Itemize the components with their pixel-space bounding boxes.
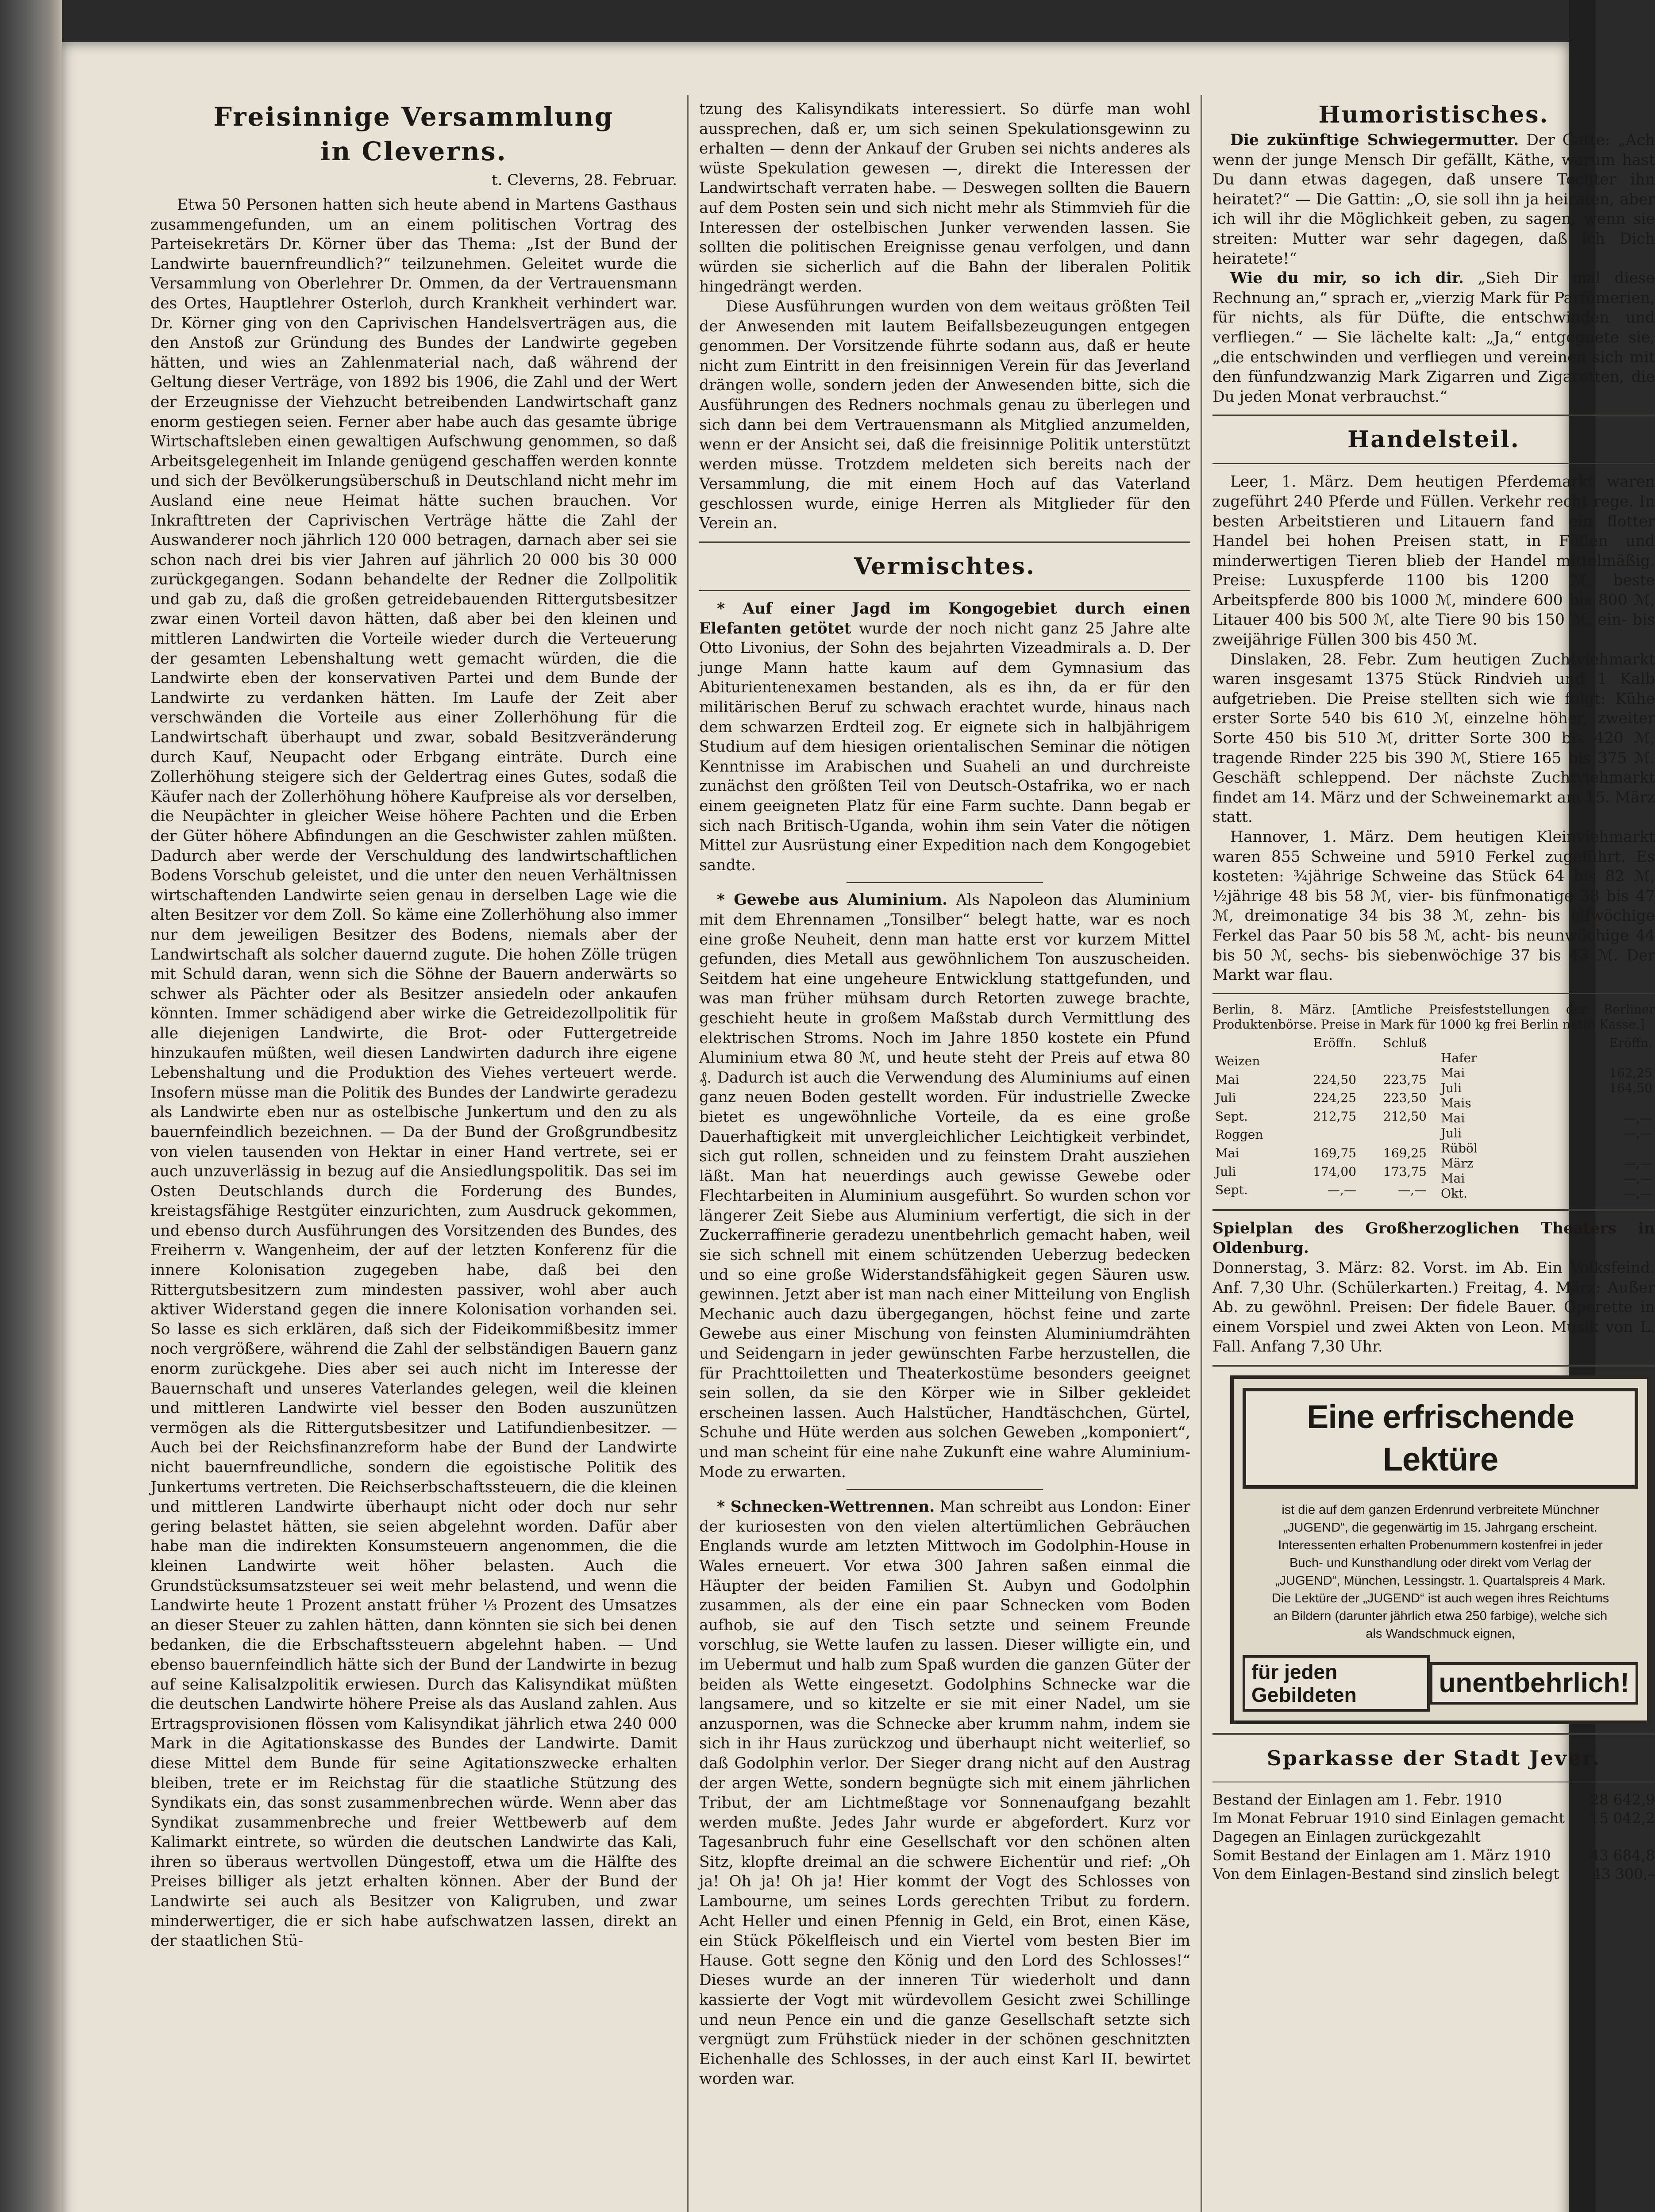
bank-value: 28 642,9 (1590, 1790, 1655, 1808)
price-value (1539, 1096, 1655, 1111)
advertisement-jugend (1230, 1375, 1651, 1724)
price-value: —,— (1624, 1125, 1652, 1141)
column-rule (1201, 95, 1202, 2212)
price-value: 162,25 (1609, 1065, 1652, 1080)
price-table-header: Berlin, 8. März. [Amtliche Preisfeststellungen der Berliner Produktenbörse. Preise in Mark für 1000 kg frei Berlin netto Kasse.] (1212, 1002, 1655, 1032)
bank-row (1212, 1809, 1655, 1828)
news-item-lead: * Auf einer Jagd im Kongogebiet durch einen Elefanten getötet (699, 600, 1190, 637)
price-value: —,— (1624, 1110, 1652, 1125)
section-rule (1212, 415, 1655, 416)
section-rule (1212, 993, 1655, 994)
price-label: Weizen (1215, 1054, 1260, 1069)
price-value: —,— (1624, 1171, 1652, 1186)
col-header: Eröffn. (1609, 1035, 1652, 1050)
price-tables (1212, 1036, 1655, 1201)
price-value: —,— (1624, 1156, 1652, 1171)
theater-title: Spielplan des Großherzoglichen Theaters in Oldenburg. (1212, 1219, 1655, 1257)
col-header: Eröffn. (1313, 1035, 1357, 1050)
bank-row (1212, 1790, 1655, 1809)
section-rule (1212, 1733, 1655, 1735)
price-label: Juli (1215, 1091, 1236, 1106)
ad-slogan-left: für jeden Gebildeten (1243, 1655, 1430, 1712)
bank-label: Somit Bestand der Einlagen am 1. März 1910 (1212, 1846, 1551, 1864)
price-value (1359, 1054, 1429, 1072)
price-label: Hafer (1441, 1050, 1477, 1065)
humor-item-text: „Sieh Dir mal diese Rechnung an,“ sprach er, „vierzig Mark für Parfümerien, für nichts, als für Düfte, die entschwinden und verfliegen.“ — Sie lächelte kalt: „Ja,“ entgegnete sie, „die entschwinden und verfliegen und vereinen sich mit den fünfundzwanzig Mark Zigarren und Zigaretten, die Du jeden Monat verbrauchst.“ (1212, 269, 1655, 406)
price-table-right (1438, 1036, 1655, 1201)
section-title-sparkasse: Sparkasse der Stadt Jever. (1266, 1746, 1601, 1770)
price-value: 212,50 (1383, 1109, 1427, 1124)
bank-row (1212, 1865, 1655, 1883)
humor-item-text: Der Gatte: „Ach wenn der junge Mensch Dir gefällt, Käthe, warum hast Du dann etwas dagegen, daß unsere Tochter ihn heiratet?“ — Die Gattin: „O, sie soll ihn ja heiraten, aber ich will ihr die Möglichkeit geben, zu sagen, wenn sie streiten: Mutter war sehr dagegen, daß ich Dich heiratete!“ (1212, 131, 1655, 268)
bank-value: 43 300,– (1592, 1865, 1655, 1882)
column-3 (1212, 100, 1655, 2212)
market-report: Hannover, 1. März. Dem heutigen Kleinviehmarkt waren 855 Schweine und 5910 Ferkel zugeführt. Es kosteten: ¾jährige Schweine das Stück 64 bis 82 ℳ, ½jährige 48 bis 58 ℳ, vier- bis fünfmonatige 38 bis 47 ℳ, dreimonatige 34 bis 38 ℳ, zehn- bis elfwöchige Ferkel das Paar 50 bis 58 ℳ, acht- bis neunwöchige 44 bis 50 ℳ, sechs- bis siebenwöchige 37 bis 43 ℳ. Der Markt war flau. (1212, 828, 1655, 984)
price-label: Sept. (1215, 1109, 1248, 1124)
price-value: 223,50 (1383, 1091, 1427, 1106)
ad-slogan-right: unentbehrlich! (1430, 1662, 1638, 1705)
col-header: Schluß (1383, 1035, 1427, 1050)
price-value: 174,00 (1313, 1164, 1357, 1179)
price-value: —,— (1624, 1186, 1652, 1201)
news-item-text: Als Napoleon das Aluminium mit dem Ehrennamen „Tonsilber“ belegt hatte, war es noch eine große Neuheit, denn man hatte erst vor kurzem Mittel gefunden, dies Metall aus gewöhnlichem Ton auszuscheiden. Seitdem hat eine ungeheure Entwicklung stattgefunden, und was man früher mühsam durch Retorten zuwege brachte, geschieht heute in großem Maßstab durch Vermittlung des elektrischen Stroms. Noch im Jahre 1850 kostete ein Pfund Aluminium etwa 80 ℳ, und heute steht der Preis auf etwa 80 ₰. Dadurch ist auch die Verwendung des Aluminiums auf einen ganz neuen Boden gestellt worden. Für industrielle Zwecke bietet es ungewöhnliche Vorteile, da es eine große Dauerhaftigkeit mit unvergleichlicher Leichtigkeit verbindet, sich gut rollen, schneiden und zu feinstem Draht ausziehen läßt. Man hat neuerdings auch gewisse Gewebe oder Flechtarbeiten in Aluminium ausgeführt. So wurden schon vor längerer Zeit Siebe aus Aluminium verfertigt, die sich in der Zuckerraffinerie geradezu unentbehrlich gemacht haben, weil sie sich schnell mit einem schützenden Ueberzug bedecken und so eine große Widerstandsfähigkeit gegen Säuren usw. gewinnen. Jetzt aber ist man nach einer Mitteilung von English Mechanic auch dazu übergegangen, höchst feine und zarte Gewebe aus einer Mischung von feinsten Aluminiumdrähten und Seidengarn in jeder gewünschten Farbe herzustellen, die für Prachttoiletten und Theaterkostüme besonders geeignet sein sollen, da sie den Körper wie in Silber gekleidet erscheinen lassen. Auch Halstücher, Handtäschchen, Gürtel, Schuhe und Hüte werden aus solchen Geweben „komponiert“, und man scheint für eine nahe Zukunft eine wahre Aluminium-Mode zu erwarten. (699, 891, 1190, 1481)
news-item (699, 890, 1190, 1482)
price-label: Mai (1441, 1171, 1465, 1186)
price-value: 164,50 (1609, 1080, 1652, 1095)
price-label: Mai (1441, 1065, 1465, 1080)
ad-text: ist die auf dem ganzen Erdenrund verbreitete Münchner „JUGEND“, die gegenwärtig im 15. Jahrgang erscheint. Interessenten erhalten Probenummern kostenfrei in jeder Buch- und Kunsthandlung oder direkt vom Verlag der „JUGEND“, München, Lessingstr. 1. Quartalspreis 4 Mark. Die Lektüre der „JUGEND“ ist auch wegen ihres Reichtums an Bildern (darunter jährlich etwa 250 farbige), welche sich als Wandschmuck eignen, (1271, 1502, 1609, 1641)
article-continuation: tzung des Kalisyndikats interessiert. So dürfe man wohl aussprechen, daß er, um sich seinen Spekulationsgewinn zu erhalten — denn der Ankauf der Gruben sei nichts anderes als wüste Spekulation gewesen —, direkt die Interessen der Landwirtschaft verraten habe. — Deswegen sollten die Bauern auf dem Posten sein und sich nicht mehr als Stimmvieh für die Interessen der ostelbischen Junker verwenden lassen. Sie sollten die politischen Ereignisse genau verfolgen, und dann würden sie sicherlich auf die Bahn der liberalen Politik hingedrängt werden. (699, 100, 1190, 296)
price-value (1539, 1141, 1655, 1156)
news-item-text: Man schreibt aus London: Einer der kuriosesten von den vielen altertümlichen Gebräuchen Englands wurde am letzten Mittwoch im Godolphin-House in Wales erneuert. Vor etwa 300 Jahren saßen einmal die Häupter der beiden Familien St. Aubyn und Godolphin zusammen, als der eine ein paar Schnecken vom Boden aufhob, sie auf den Tisch setzte und seinem Freunde vorschlug, sie Wette laufen zu lassen. Dieser willigte ein, und im Uebermut und halb zum Spaß wurden die ganzen Güter der beiden als Wette eingesetzt. Godolphins Schnecke war die langsamere, und so kitzelte er sie mit einer Nadel, um sie anzuspornen, was die Schnecke aber krumm nahm, indem sie sich in ihr Haus zurückzog und überhaupt nicht weiterlief, so daß Godolphin verlor. Der Sieger drang nicht auf den Austrag der argen Wette, sondern begnügte sich mit einem jährlichen Tribut, der am Lichtmeßtage vor Sonnenaufgang bezahlt werden mußte. Jedes Jahr wurde er abgefordert. Kurz vor Tagesanbruch fuhr eine Gesellschaft vor den schönen alten Sitz, klopfte dreimal an die schwere Eichentür und rief: „Oh ja! Oh ja! Oh ja! Hier kommt der Vogt des Schlosses von Lambourne, um seines Lords gerechten Tribut zu fordern. Acht Heller und einen Pfennig in Geld, ein Brot, einen Käse, ein Stück Pökelfleisch und ein Viertel vom besten Bier im Hause. Gott segne den König und den Lord des Schlosses!“ Dieses wurde an der inneren Tür wiederholt und dann kassierte der Vogt mit würdevollem Gesicht zwei Schillinge und neun Pence ein und die ganze Gesellschaft setzte sich vergnügt zum Frühstück nieder in der schönen geschnitzten Eichenhalle des Schlosses, in der auch einst Karl II. bewirtet worden war. (699, 1498, 1191, 2088)
price-label: Mai (1215, 1146, 1239, 1161)
column-2 (699, 100, 1190, 2212)
section-rule (699, 541, 1190, 543)
price-label: Rüböl (1441, 1141, 1478, 1156)
bank-row (1212, 1846, 1655, 1865)
price-value: 169,25 (1383, 1146, 1427, 1161)
price-value: 224,25 (1313, 1091, 1357, 1106)
section-rule (1212, 463, 1655, 464)
item-rule (847, 882, 1043, 883)
section-rule (1212, 1365, 1655, 1367)
price-label: Sept. (1215, 1183, 1248, 1198)
price-value: —,— (1398, 1183, 1427, 1198)
price-value: 169,75 (1313, 1146, 1357, 1161)
price-label: Okt. (1441, 1186, 1468, 1201)
column-1 (150, 100, 677, 2212)
bank-statement (1212, 1790, 1655, 1883)
ad-footer (1243, 1655, 1638, 1712)
price-value (1289, 1127, 1359, 1146)
market-report: Leer, 1. März. Dem heutigen Pferdemarkt waren zugeführt 240 Pferde und Füllen. Verkehr recht rege. In besten Arbeitstieren und Litauern fand ein flotter Handel bei hohen Preisen statt, in Füllen und minderwertigen Tieren blieb der Handel mittelmäßig. Preise: Luxuspferde 1100 bis 1200 ℳ, beste Arbeitspferde 800 bis 1000 ℳ, mindere 600 bis 800 ℳ, Litauer 400 bis 500 ℳ, alte Tiere 90 bis 150 ℳ, ein- bis zweijährige Füllen 300 bis 450 ℳ. (1212, 473, 1655, 649)
section-rule (1212, 1209, 1655, 1211)
article-title: Freisinnige Versammlung (213, 102, 614, 132)
price-label: Roggen (1215, 1127, 1263, 1142)
market-report: Dinslaken, 28. Febr. Zum heutigen Zuchtviehmarkt waren insgesamt 1375 Stück Rindvieh und 1 Kalb aufgetrieben. Die Preise stellten sich wie folgt: Kühe erster Sorte 540 bis 610 ℳ, einzelne höher, zweiter Sorte 450 bis 510 ℳ, dritter Sorte 300 bis 420 ℳ, tragende Rinder 225 bis 390 ℳ, Stiere 165 bis 375 ℳ. Geschäft schleppend. Der nächste Zuchtviehmarkt findet am 14. März und der Schweinemarkt am 15. März statt. (1212, 650, 1655, 826)
section-title-handelsteil: Handelsteil. (1347, 426, 1520, 453)
theater-schedule: Donnerstag, 3. März: 82. Vorst. im Ab. Ein Volksfeind. Anf. 7,30 Uhr. (Schülerkarten.) Freitag, 4. März: Außer Ab. zu gewöhnl. Preisen: Der fidele Bauer. Operette in einem Vorspiel und zwei Akten von Leon. Musik von L. Fall. Anfang 7,30 Uhr. (1212, 1259, 1655, 1356)
bank-label: Von dem Einlagen-Bestand sind zinslich belegt (1212, 1865, 1559, 1882)
bank-label: Bestand der Einlagen am 1. Febr. 1910 (1212, 1790, 1502, 1808)
humor-item-lead: Die zukünftige Schwiegermutter. (1230, 131, 1519, 149)
section-title-vermischtes: Vermischtes. (854, 553, 1036, 580)
price-label: Mai (1441, 1110, 1465, 1125)
price-value (1289, 1054, 1359, 1072)
price-label: Mai (1215, 1072, 1239, 1087)
article-title-line2: in Cleverns. (320, 136, 507, 166)
news-item-lead: * Gewebe aus Aluminium. (717, 891, 948, 909)
bank-row (1212, 1828, 1655, 1846)
price-value: 223,75 (1383, 1072, 1427, 1087)
bank-value: 15 042,2 (1590, 1809, 1655, 1827)
price-label: März (1441, 1156, 1474, 1171)
article-continuation-2: Diese Ausführungen wurden von dem weitaus größten Teil der Anwesenden mit lautem Beifallsbezeugungen entgegen genommen. Der Vorsitzende führte sodann aus, daß er heute nicht zum Eintritt in den freisinnigen Verein für das Jeverland drängen wolle, sondern jeden der Anwesenden bitte, sich die Ausführungen des Redners nochmals genau zu überlegen und sich dann bei dem Vertrauensmann als Mitglied anzumelden, wenn er der Ansicht sei, daß die freisinnige Politik unterstützt werden müsse. Trotzdem meldeten sich bereits nach der Versammlung, die mit einem Hoch auf das Vaterland geschlossen wurde, einige Herren als Mitglieder für den Verein an. (699, 297, 1190, 533)
price-value (1539, 1051, 1655, 1066)
section-rule (699, 590, 1190, 591)
news-item-lead: * Schnecken-Wettrennen. (717, 1498, 935, 1516)
price-label: Juli (1441, 1125, 1462, 1141)
scan-margin-left (0, 0, 62, 2212)
news-item (699, 1497, 1190, 2089)
price-value: 173,75 (1383, 1164, 1427, 1179)
column-rule (687, 95, 689, 2212)
price-label: Juli (1441, 1080, 1462, 1095)
ad-headline: Eine erfrischende Lektüre (1243, 1388, 1638, 1489)
article-body: Etwa 50 Personen hatten sich heute abend in Martens Gasthaus zusammengefunden, um an einem politischen Vortrag des Parteisekretärs Dr. Körner über das Thema: „Ist der Bund der Landwirte bauernfreundlich?“ teilzunehmen. Geleitet wurde die Versammlung von Oberlehrer Dr. Ommen, da der Vertrauensmann des Ortes, Hauptlehrer Osterloh, durch Krankheit verhindert war. Dr. Körner ging von den Caprivischen Handelsverträgen aus, die den Anstoß zur Gründung des Bundes der Landwirte gegeben hätten, und wies an Zahlenmaterial nach, daß während der Geltung dieser Verträge, von 1892 bis 1906, die Zahl und der Wert der Erzeugnisse der Viehzucht betreibenden Landwirtschaft ganz enorm gestiegen seien. Ferner aber habe auch das gesamte übrige Wirtschaftsleben einen gewaltigen Aufschwung genommen, so daß Arbeitsgelegenheit im Inlande genügend geschaffen werden konnte und sich der Bevölkerungsüberschuß in Deutschland nicht mehr im Ausland eine neue Heimat hätte suchen brauchen. Vor Inkrafttreten der Caprivischen Verträge hätte die Zahl der Auswanderer noch jährlich 120 000 betragen, darnach aber sei sie schon nach drei bis vier Jahren auf jährlich 20 000 bis 30 000 zurückgegangen. Sodann behandelte der Redner die Zollpolitik und gab zu, daß die großen getreidebauenden Rittergutsbesitzer zwar einen Vorteil davon hätten, daß aber bei den kleinen und mittleren Landwirten die Vorteile wieder durch die Verteuerung der gesamten Lebenshaltung wett gemacht würden, die die Landwirte eben der konservativen Partei und dem Bunde der Landwirte zu verdanken hätten. Im Laufe der Zeit aber verschwänden die Vorteile aus einer Zollerhöhung für die Landwirtschaft überhaupt und zwar, sobald Besitzveränderung durch Kauf, Neupacht oder Erbgang einträte. Durch eine Zollerhöhung steigere sich der Geldertrag eines Gutes, sodaß die Käufer nach der Zollerhöhung höhere Kaufpreise als vor derselben, die Neupächter in gleicher Weise höhere Pachten und die Erben der Güter höhere Abfindungen an die Geschwister zahlen müßten. Dadurch aber werde der Verschuldung des landwirtschaftlichen Bodens Vorschub geleistet, und die unter den neuen Verhältnissen wirtschaftenden Landwirte seien genau in derselben Lage wie die alten Besitzer vor dem Zoll. So käme eine Zollerhöhung also immer nur dem jeweiligen Besitzer des Bodens, niemals aber der Landwirtschaft als solcher dauernd zugute. Die hohen Zölle trügen mit Schuld daran, wenn sich die Söhne der Bauern anderwärts so schwer als Pächter oder als Besitzer ansiedeln oder ankaufen könnten. Immer schädigend aber wirke die Getreidezollpolitik für alle diejenigen Landwirte, die Brot- oder Futtergetreide hinzukaufen müßten, weil diesen Landwirten dadurch ihre eigene Lebenshaltung und die Produktion des Viehes verteuert werde. Insofern müsse man die Politik des Bundes der Landwirte geradezu als Landwirte eben nur as ostelbische Junkertum und den zu als bauernfeindlich bezeichnen. — Da der Bund der Großgrundbesitz von vielen tausenden von Hektar in einer Hand vertrete, sei er auch unzuverlässig in bezug auf die Ansiedlungspolitik. Das sei im Osten Deutschlands durch die Forderung des Bundes, kreistagsfähige Restgüter einzurichten, zum Ausdruck gekommen, und ebenso durch Ausführungen des Vorsitzenden des Bundes, des Freiherrn v. Wangenheim, der auf der letzten Konferenz für die innere Kolonisation zugegeben habe, daß bei den Rittergutsbesitzern zum mindesten passiver, wohl aber auch aktiver Widerstand gegen die innere Kolonisation vorhanden sei. So lasse es sich erklären, daß sich der Fideikommißbesitz immer noch vergrößere, während die Zahl der selbständigen Bauern ganz enorm zurückgehe. Dies aber sei auch nicht im Interesse der Bauernschaft und unseres Vaterlandes gelegen, weil die kleinen und mittleren Landwirte viel besser den Boden auszunützen vermögen als die Rittergutsbesitzer und Latifundienbesitzer. — Auch bei der Reichsfinanzreform habe der Bund der Landwirte nicht bauernfreundliche, sondern die egoistische Politik des Junkertums vertreten. Die Reichserbschaftssteuern, die die kleinen und mittleren Landwirte überhaupt nicht oder doch nur sehr gering belastet hätten, sie seien abgelehnt worden. Dafür aber habe man die indirekten Konsumsteuern angenommen, die die kleinen Landwirte weit höher belasten. Auch die Grundstücksumsatzsteuer sei weit mehr belastend, und wenn die Landwirte heute 1 Prozent anstatt früher ⅓ Prozent des Umsatzes an dieser Steuer zu zahlen hätten, dann könnten sie sich bei denen bedanken, die die Erbschaftssteuern abgelehnt haben. — Und ebenso bauernfeindlich hätte sich der Bund der Landwirte in bezug auf seine Kalisalzpolitik erwiesen. Durch das Kalisyndikat müßten die deutschen Landwirte höhere Preise als das Ausland zahlen. Aus Ertragsprovisionen flössen vom Kalisyndikat jährlich etwa 240 000 Mark in die Agitationskasse des Bundes der Landwirte. Damit diese Mittel dem Bunde für seine Agitationszwecke erhalten bleiben, trete er im Reichstag für die staatliche Stützung des Syndikats ein, das sonst zusammenbrechen würde. Wenn aber das Syndikat zusammenbreche und freier Wettbewerb auf dem Kalimarkt eintrete, so würden die deutschen Landwirte das Kali, ihren so überaus wertvollen Düngestoff, etwa um die Hälfte des Preises billiger als jetzt erhalten können. Aber der Bund der Landwirte sei auch als Besitzer von Kaligruben, und zwar minderwertiger, die er sich habe aufschwatzen lassen, direkt an der staatlichen Stü- (150, 196, 677, 1950)
price-label: Juli (1215, 1164, 1236, 1179)
price-value (1359, 1127, 1429, 1146)
bank-value: 43 684,8 (1590, 1846, 1655, 1864)
humor-item (1212, 269, 1655, 407)
newspaper-page (62, 42, 1655, 2212)
price-value: 224,50 (1313, 1072, 1357, 1087)
bank-label: Im Monat Februar 1910 sind Einlagen gemacht (1212, 1809, 1565, 1827)
humor-item-lead: Wie du mir, so ich dir. (1230, 269, 1464, 288)
news-item (699, 599, 1190, 875)
price-label: Mais (1441, 1095, 1471, 1110)
humor-item (1212, 131, 1655, 269)
item-rule (847, 1489, 1043, 1490)
price-value: —,— (1328, 1183, 1357, 1198)
price-value: 212,75 (1313, 1109, 1357, 1124)
bank-label: Dagegen an Einlagen zurückgezahlt (1212, 1828, 1481, 1845)
dateline: t. Cleverns, 28. Februar. (491, 171, 677, 189)
section-title-humor: Humoristisches. (1318, 101, 1549, 128)
news-item-text: wurde der noch nicht ganz 25 Jahre alte Otto Livonius, der Sohn des bejahrten Vizeadmirals a. D. Der junge Mann hatte kaum auf dem Gymnasium das Abiturientenexamen bestanden, als es ihn, da er für den militärischen Beruf zu schwach erachtet wurde, hinaus nach dem schwarzen Erdteil zog. Er eignete sich in halbjährigem Studium auf dem hiesigen orientalischen Seminar die nötigen Kenntnisse im Arabischen und Suaheli an und durchreiste zunächst den größten Teil von Deutsch-Ostafrika, wo er nach einem geeigneten Platz für eine Farm suchte. Dann begab er sich nach Britisch-Uganda, wohin ihm sein Vater die nötigen Mittel zur Ausrüstung einer Expedition nach dem Kongogebiet sandte. (699, 619, 1190, 874)
price-table-left (1212, 1036, 1429, 1201)
